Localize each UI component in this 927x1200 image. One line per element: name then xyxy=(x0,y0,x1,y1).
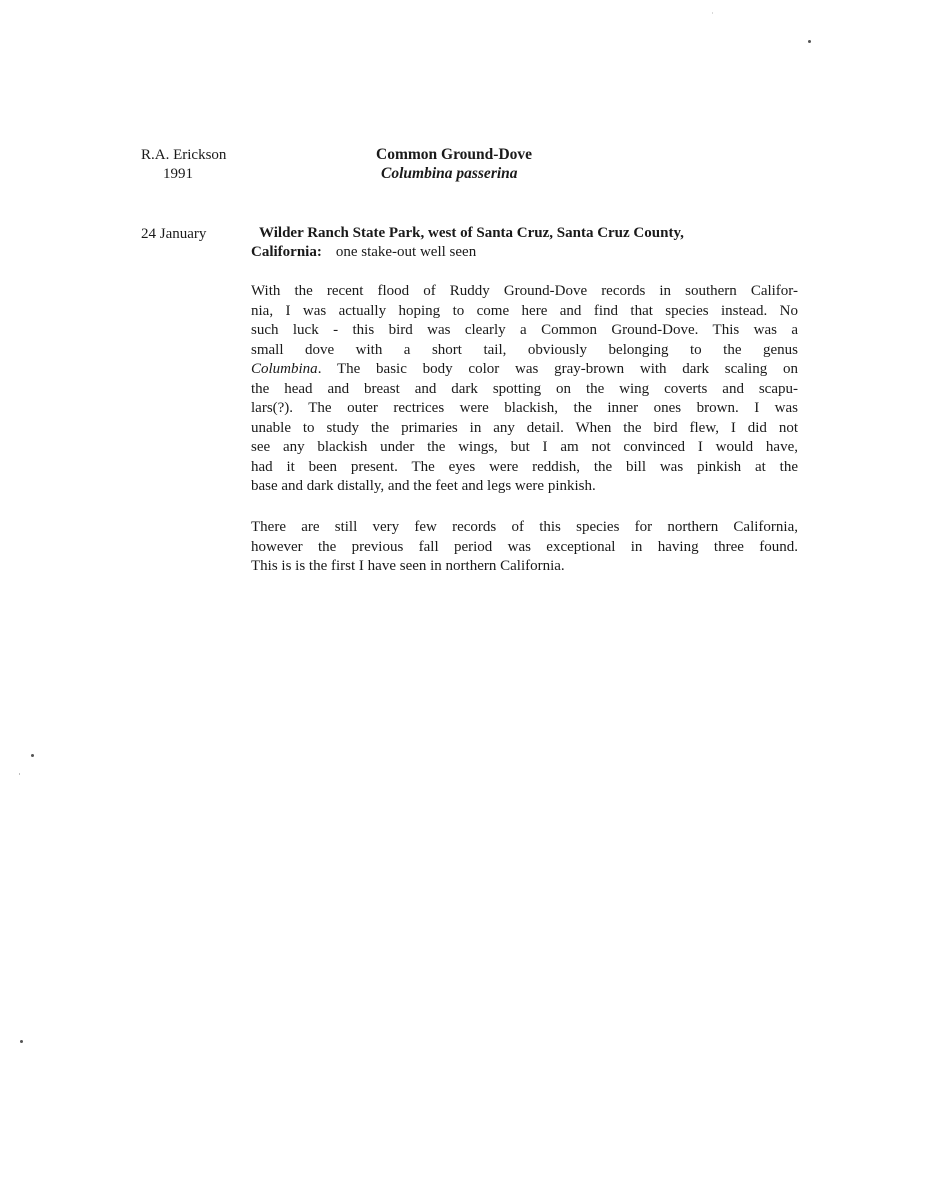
report-year: 1991 xyxy=(163,166,193,182)
species-scientific-name: Columbina passerina xyxy=(381,165,518,182)
paragraph-line: lars(?). The outer rectrices were blackish, the inner ones brown. I was xyxy=(251,400,798,416)
scan-artifact xyxy=(31,754,34,757)
location-summary-line xyxy=(251,243,476,262)
paragraph-line: such luck - this bird was clearly a Common Ground-Dove. This was a xyxy=(251,322,798,338)
scan-artifact xyxy=(712,12,713,14)
paragraph-line: With the recent flood of Ruddy Ground-Dove records in southern Califor- xyxy=(251,283,798,299)
paragraph-line: had it been present. The eyes were reddish, the bill was pinkish at the xyxy=(251,458,798,475)
description-paragraph xyxy=(251,282,798,497)
paragraph-line: There are still very few records of this species for northern California, xyxy=(251,519,798,535)
scan-artifact xyxy=(808,40,811,43)
scan-artifact xyxy=(20,1040,23,1043)
status-paragraph xyxy=(251,518,798,577)
species-common-name: Common Ground-Dove xyxy=(376,146,533,163)
paragraph-line: unable to study the primaries in any detail. When the bird flew, I did not xyxy=(251,419,798,436)
location-state: California: xyxy=(251,244,322,260)
paragraph-line: however the previous fall period was exceptional in having three found. xyxy=(251,538,798,555)
author-name: R.A. Erickson xyxy=(141,147,227,163)
genus-name: Columbina xyxy=(251,361,318,377)
scan-artifact xyxy=(19,773,20,775)
observation-date: 24 January xyxy=(141,226,207,242)
paragraph-line: see any blackish under the wings, but I am not convinced I would have, xyxy=(251,439,798,455)
paragraph-line: small dove with a short tail, obviously belonging to the genus xyxy=(251,341,798,358)
location-line: Wilder Ranch State Park, west of Santa Cruz, Santa Cruz County, xyxy=(259,225,684,241)
paragraph-line: nia, I was actually hoping to come here and find that species instead. No xyxy=(251,302,798,319)
paragraph-line xyxy=(251,360,798,380)
paragraph-line: the head and breast and dark spotting on the wing coverts and scapu- xyxy=(251,380,798,397)
line-text: . The basic body color was gray-brown with dark scaling on xyxy=(317,361,798,377)
paragraph-line: This is is the first I have seen in northern California. xyxy=(251,558,565,574)
observation-summary: one stake-out well seen xyxy=(335,244,477,260)
paragraph-line: base and dark distally, and the feet and legs were pinkish. xyxy=(251,478,596,494)
